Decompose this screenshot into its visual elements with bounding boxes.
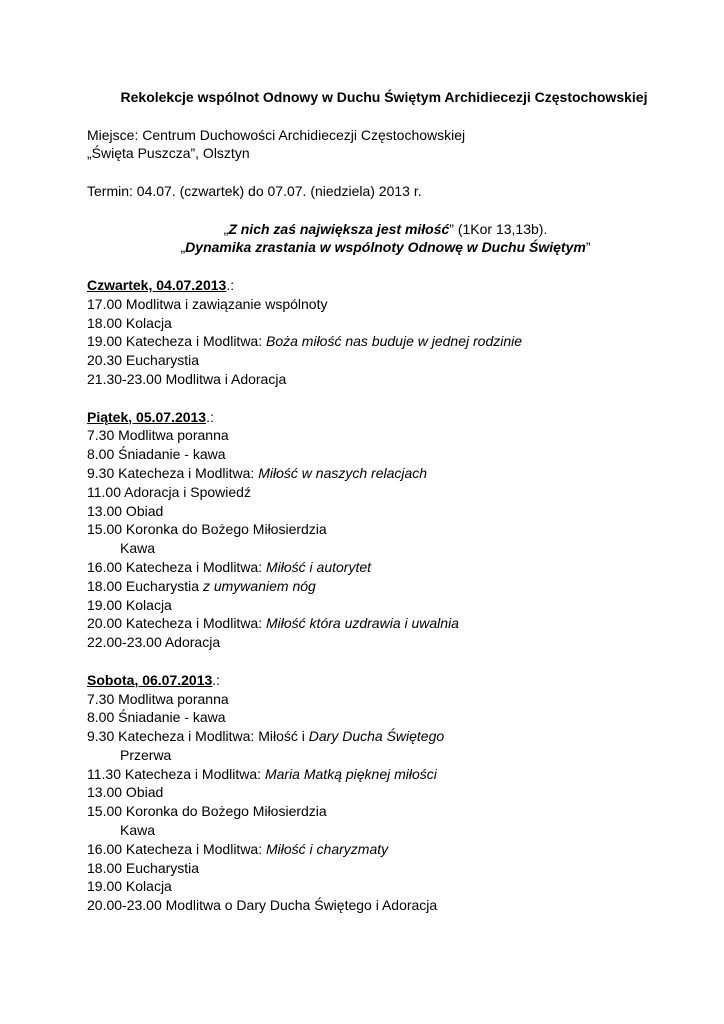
schedule-item: [87, 765, 684, 784]
theme-quote-open: „: [180, 239, 186, 256]
schedule-item-topic: Maria Matką pięknej miłości: [264, 765, 437, 782]
schedule-item: [87, 727, 684, 746]
schedule-item-text: 13.00 Obiad: [87, 784, 164, 801]
schedule-item-text: 16.00 Katecheza i Modlitwa:: [87, 558, 266, 575]
schedule-item-text: 18.00 Eucharystia: [87, 577, 203, 594]
schedule-item: [87, 295, 684, 314]
motto-text: Z nich zaś największa jest miłość: [228, 220, 450, 237]
day-heading: [87, 276, 684, 295]
schedule-item-text: 20.30 Eucharystia: [87, 352, 200, 369]
schedule-item-text: 9.30 Katecheza i Modlitwa: Miłość i: [87, 728, 309, 745]
schedule-item-text: 11.30 Katecheza i Modlitwa:: [87, 765, 265, 782]
schedule-item: [87, 840, 684, 859]
document-title: Rekolekcje wspólnot Odnowy w Duchu Świętym Archidiecezji Częstochowskiej: [120, 89, 648, 105]
schedule-item: [87, 520, 684, 539]
day-heading-suffix: .:: [226, 276, 235, 293]
motto-reference: ” (1Kor 13,13b).: [449, 220, 548, 237]
schedule-item-topic: Miłość i autorytet: [266, 558, 372, 575]
schedule-item-text: 8.00 Śniadanie - kawa: [87, 446, 226, 463]
schedule-item-text: 15.00 Koronka do Bożego Miłosierdzia: [87, 803, 327, 820]
theme-text: Dynamika zrastania w wspólnoty Odnowę w Duchu Świętym: [185, 239, 586, 256]
schedule-item: [87, 483, 684, 502]
schedule-item-text: 15.00 Koronka do Bożego Miłosierdzia: [87, 521, 327, 538]
schedule-item-text: 8.00 Śniadanie - kawa: [87, 709, 226, 726]
day-heading-text: Czwartek, 04.07.2013: [87, 276, 227, 293]
day-heading-text: Piątek, 05.07.2013: [87, 408, 207, 425]
day-heading: [87, 408, 684, 427]
schedule-item: [87, 596, 684, 615]
schedule-item-text: 11.00 Adoracja i Spowiedź: [87, 483, 251, 500]
schedule-item-topic: Dary Ducha Świętego: [308, 728, 445, 745]
schedule-item-text: Przerwa: [120, 746, 172, 763]
schedule-item: [87, 633, 684, 652]
schedule-item-text: 13.00 Obiad: [87, 502, 164, 519]
schedule-item-text: 18.00 Kolacja: [87, 314, 172, 331]
schedule-item: [87, 896, 684, 915]
theme-line: [87, 238, 684, 257]
schedule-item: [87, 445, 684, 464]
day-heading-text: Sobota, 06.07.2013: [87, 671, 213, 688]
schedule-item: [87, 821, 684, 840]
schedule-item: [87, 314, 684, 333]
day-heading: [87, 671, 684, 690]
schedule-item-topic: Miłość która uzdrawia i uwalnia: [266, 615, 459, 632]
day-block: [87, 276, 684, 389]
schedule-item: [87, 558, 684, 577]
schedule-item-text: 20.00-23.00 Modlitwa o Dary Ducha Świętego i Adoracja: [87, 897, 438, 914]
schedule-item-text: Kawa: [120, 540, 156, 557]
term-line: Termin: 04.07. (czwartek) do 07.07. (niedziela) 2013 r.: [87, 182, 422, 199]
schedule-item-topic: z umywaniem nóg: [202, 577, 316, 594]
schedule-item: [87, 332, 684, 351]
schedule-item: [87, 370, 684, 389]
day-block: [87, 408, 684, 652]
day-heading-suffix: .:: [212, 671, 221, 688]
schedule-item-topic: Miłość w naszych relacjach: [258, 464, 428, 481]
schedule-item-text: Kawa: [120, 822, 156, 839]
schedule-item: [87, 708, 684, 727]
schedule-item: [87, 502, 684, 521]
schedule-item-text: 16.00 Katecheza i Modlitwa:: [87, 840, 266, 857]
schedule-item: [87, 426, 684, 445]
schedule-item: [87, 690, 684, 709]
schedule-item-text: 19.00 Kolacja: [87, 878, 172, 895]
place-line-2: „Święta Puszcza”, Olsztyn: [87, 145, 250, 162]
schedule-item: [87, 351, 684, 370]
schedule-item-text: 20.00 Katecheza i Modlitwa:: [87, 615, 266, 632]
schedule-item-text: 22.00-23.00 Adoracja: [87, 634, 221, 651]
schedule-item: [87, 614, 684, 633]
schedule: [87, 276, 684, 915]
motto-quote-open: „: [223, 220, 229, 237]
day-block: [87, 671, 684, 915]
schedule-item-text: 19.00 Katecheza i Modlitwa:: [87, 333, 266, 350]
schedule-item-text: 17.00 Modlitwa i zawiązanie wspólnoty: [87, 295, 328, 312]
schedule-item: [87, 877, 684, 896]
schedule-item-text: 7.30 Modlitwa poranna: [87, 427, 229, 444]
schedule-item-text: 21.30-23.00 Modlitwa i Adoracja: [87, 370, 287, 387]
schedule-item: [87, 577, 684, 596]
schedule-item: [87, 802, 684, 821]
motto-line: [87, 220, 684, 239]
schedule-item: [87, 539, 684, 558]
schedule-item-text: 9.30 Katecheza i Modlitwa:: [87, 464, 259, 481]
schedule-item: [87, 746, 684, 765]
place-line: Miejsce: Centrum Duchowości Archidiecezji Częstochowskiej: [87, 126, 466, 143]
schedule-item-topic: Boża miłość nas buduje w jednej rodzinie: [266, 333, 523, 350]
schedule-item-text: 7.30 Modlitwa poranna: [87, 690, 229, 707]
schedule-item-text: 19.00 Kolacja: [87, 596, 172, 613]
schedule-item: [87, 464, 684, 483]
schedule-item-topic: Miłość i charyzmaty: [266, 840, 389, 857]
theme-quote-close: ”: [585, 239, 591, 256]
schedule-item-text: 18.00 Eucharystia: [87, 859, 200, 876]
schedule-item: [87, 783, 684, 802]
day-heading-suffix: .:: [206, 408, 214, 425]
schedule-item: [87, 859, 684, 878]
